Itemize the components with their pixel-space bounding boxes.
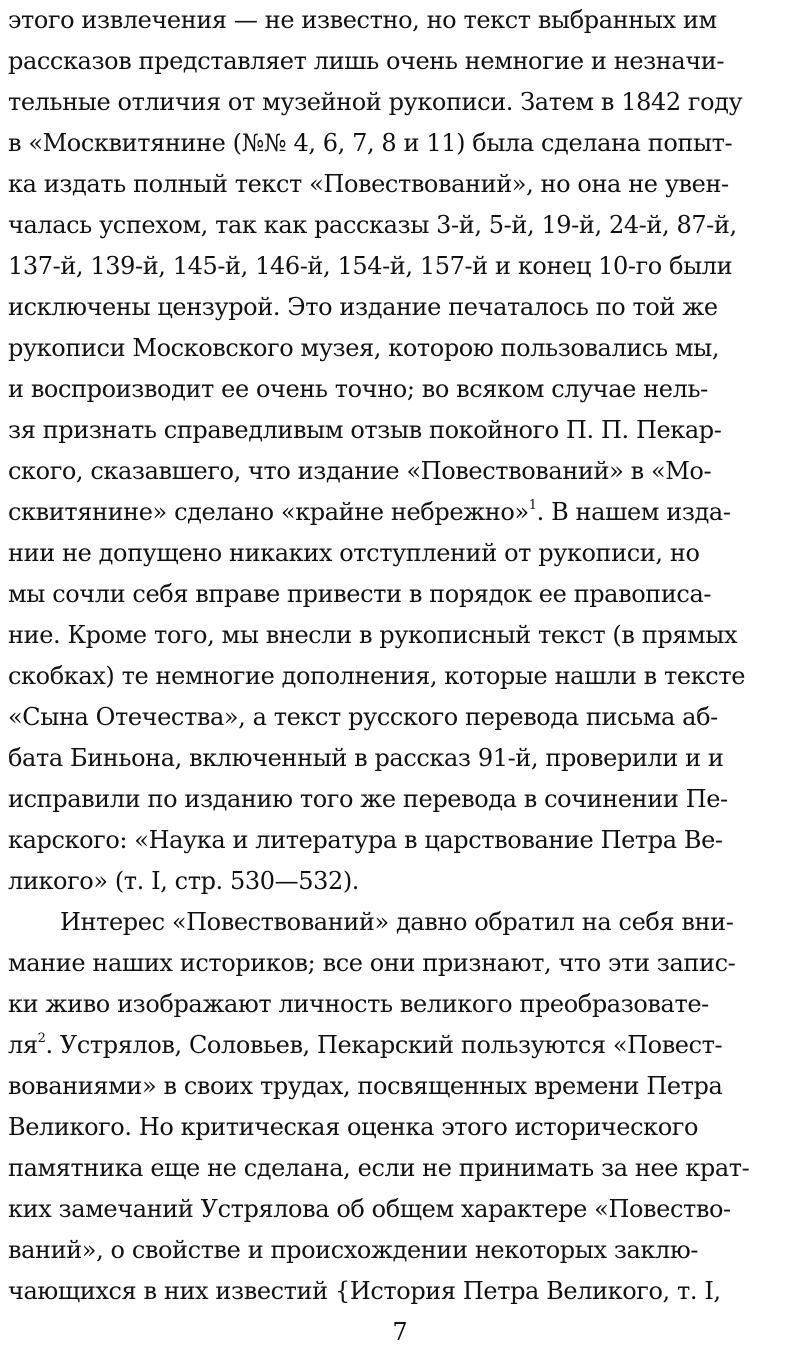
line-text: исключены цензурой. Это издание печаталось по той же bbox=[8, 293, 718, 321]
page-number: 7 bbox=[392, 1318, 408, 1346]
line-text: карского: «Наука и литература в царствование Петра Ве- bbox=[8, 826, 723, 854]
line-text: мание наших историков; все они признают, что эти запис- bbox=[8, 949, 736, 977]
text-line bbox=[8, 984, 794, 1025]
text-line bbox=[8, 492, 794, 533]
line-text-continued: . Устрялов, Соловьев, Пекарский пользуются «Повест- bbox=[45, 1031, 723, 1059]
text-line bbox=[8, 1025, 794, 1066]
text-line bbox=[8, 533, 794, 574]
line-text: мы сочли себя вправе привести в порядок ее правописа- bbox=[8, 580, 712, 608]
footnote-marker: 1 bbox=[528, 498, 537, 513]
line-text: ких замечаний Устрялова об общем характере «Повество- bbox=[8, 1195, 731, 1223]
text-line bbox=[8, 410, 794, 451]
text-line bbox=[8, 738, 794, 779]
line-text: памятника еще не сделана, если не принимать за нее крат- bbox=[8, 1154, 750, 1182]
text-line bbox=[8, 1271, 794, 1312]
line-text: «Сына Отечества», а текст русского перевода письма аб- bbox=[8, 703, 718, 731]
text-line bbox=[8, 1066, 794, 1107]
text-line bbox=[8, 1107, 794, 1148]
line-text: бата Биньона, включенный в рассказ 91-й, проверили и и bbox=[8, 744, 724, 772]
text-line bbox=[8, 451, 794, 492]
line-text: вованиями» в своих трудах, посвященных времени Петра bbox=[8, 1072, 723, 1100]
line-text: ки живо изображают личность великого преобразовате- bbox=[8, 990, 709, 1018]
text-line bbox=[8, 943, 794, 984]
text-line bbox=[8, 779, 794, 820]
line-text: чающихся в них известий {История Петра Великого, т. I, bbox=[8, 1277, 721, 1305]
text-line bbox=[8, 164, 794, 205]
text-line bbox=[8, 656, 794, 697]
text-line bbox=[8, 861, 794, 902]
text-line bbox=[8, 0, 794, 41]
line-text: этого извлечения — не известно, но текст выбранных им bbox=[8, 6, 717, 34]
line-text: нии не допущено никаких отступлений от рукописи, но bbox=[8, 539, 700, 567]
line-text: ние. Кроме того, мы внесли в рукописный текст (в прямых bbox=[8, 621, 738, 649]
text-line bbox=[8, 1189, 794, 1230]
line-text: чалась успехом, так как рассказы 3-й, 5-й, 19-й, 24-й, 87-й, bbox=[8, 211, 737, 239]
text-line bbox=[8, 1230, 794, 1271]
line-text: тельные отличия от музейной рукописи. Затем в 1842 году bbox=[8, 88, 743, 116]
line-text-continued: . В нашем изда- bbox=[536, 498, 731, 526]
text-line bbox=[8, 820, 794, 861]
line-text: Интерес «Повествований» давно обратил на себя вни- bbox=[60, 908, 734, 936]
text-line bbox=[8, 82, 794, 123]
line-text: ля bbox=[8, 1031, 38, 1059]
text-line bbox=[8, 615, 794, 656]
line-text: исправили по изданию того же перевода в сочинении Пе- bbox=[8, 785, 728, 813]
text-line bbox=[8, 574, 794, 615]
text-line bbox=[8, 41, 794, 82]
line-text: 137-й, 139-й, 145-й, 146-й, 154-й, 157-й и конец 10-го были bbox=[8, 252, 733, 280]
text-line bbox=[8, 123, 794, 164]
text-line bbox=[8, 287, 794, 328]
footnote-marker: 2 bbox=[37, 1031, 46, 1046]
line-text: сквитянине» сделано «крайне небрежно» bbox=[8, 498, 529, 526]
line-text: и воспроизводит ее очень точно; во всяком случае нель- bbox=[8, 375, 708, 403]
text-line bbox=[8, 205, 794, 246]
line-text: рукописи Московского музея, которою пользовались мы, bbox=[8, 334, 720, 362]
text-line bbox=[8, 1148, 794, 1189]
line-text: ка издать полный текст «Повествований», но она не увен- bbox=[8, 170, 729, 198]
line-text: в «Москвитянине (№№ 4, 6, 7, 8 и 11) была сделана попыт- bbox=[8, 129, 733, 157]
line-text: скобках) те немногие дополнения, которые нашли в тексте bbox=[8, 662, 746, 690]
text-line bbox=[8, 246, 794, 287]
line-text: ваний», о свойстве и происхождении некоторых заклю- bbox=[8, 1236, 699, 1264]
line-text: зя признать справедливым отзыв покойного П. П. Пекар- bbox=[8, 416, 722, 444]
text-line bbox=[8, 902, 794, 943]
text-line bbox=[8, 328, 794, 369]
text-line bbox=[8, 369, 794, 410]
line-text: рассказов представляет лишь очень немногие и незначи- bbox=[8, 47, 725, 75]
page-text-block bbox=[8, 0, 794, 1312]
line-text: Великого. Но критическая оценка этого исторического bbox=[8, 1113, 698, 1141]
line-text: ликого» (т. I, стр. 530—532). bbox=[8, 867, 360, 895]
text-line bbox=[8, 697, 794, 738]
line-text: ского, сказавшего, что издание «Повествований» в «Мо- bbox=[8, 457, 712, 485]
